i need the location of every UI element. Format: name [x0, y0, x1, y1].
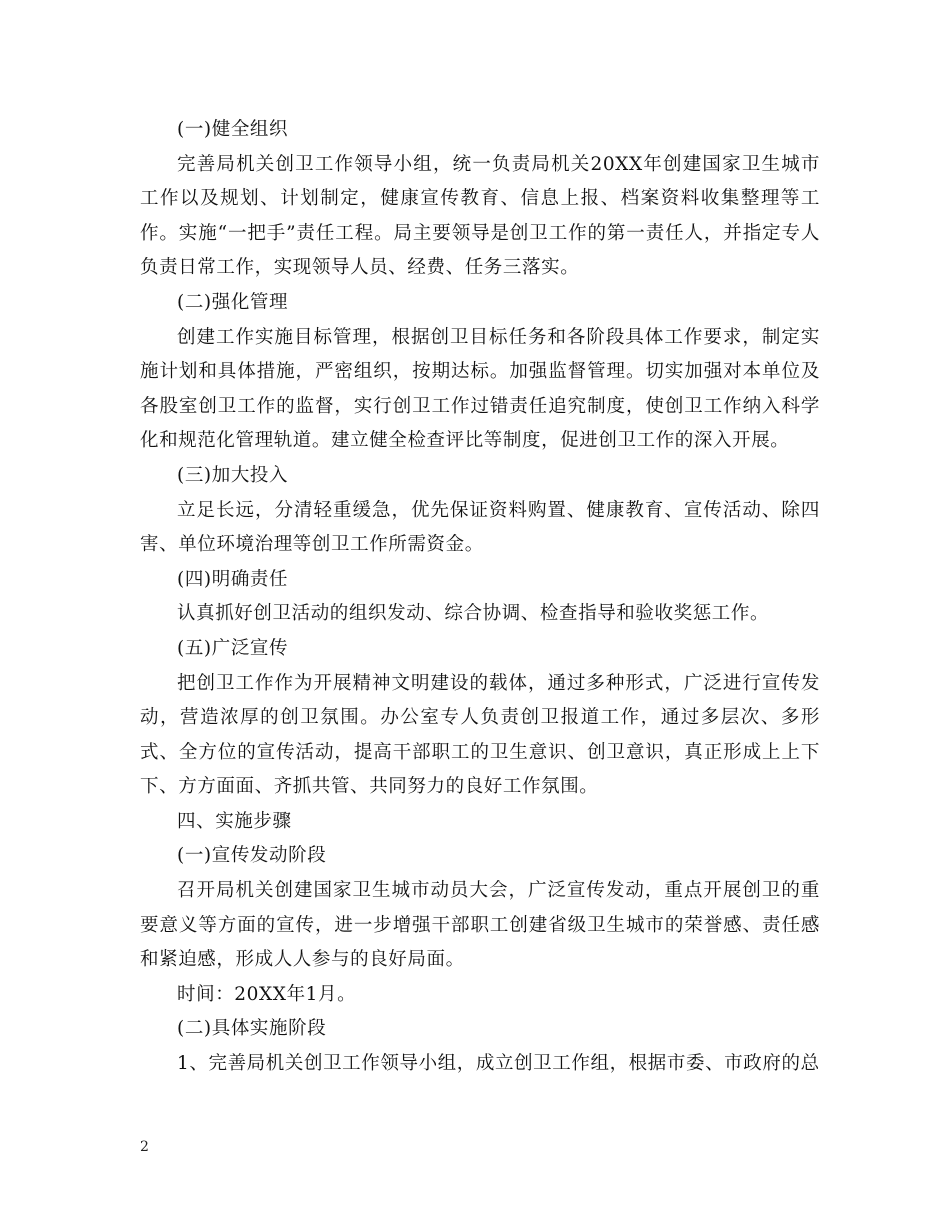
body-paragraph: 创建工作实施目标管理，根据创卫目标任务和各阶段具体工作要求，制定实施计划和具体措施，严密组织，按期达标。加强监督管理。切实加强对本单位及各股室创卫工作的监督，实行创卫工作过错责任追究制度，使创卫工作纳入科学化和规范化管理轨道。建立健全检查评比等制度，促进创卫工作的深入开展。: [140, 326, 820, 452]
section-heading: (一)健全组织: [177, 119, 289, 140]
chapter-heading: 四、实施步骤: [177, 810, 292, 832]
body-paragraph: 立足长远，分清轻重缓急，优先保证资料购置、健康教育、宣传活动、除四害、单位环境治理等创卫工作所需资金。: [140, 499, 820, 556]
section-heading: (五)广泛宣传: [177, 637, 289, 659]
page-number: 2: [140, 1139, 149, 1155]
body-paragraph: 召开局机关创建国家卫生城市动员大会，广泛宣传发动，重点开展创卫的重要意义等方面的宣传，进一步增强干部职工创建省级卫生城市的荣誉感、责任感和紧迫感，形成人人参与的良好局面。: [140, 880, 820, 971]
section-heading: (二)具体实施阶段: [177, 1018, 327, 1040]
section-heading: (三)加大投入: [177, 464, 289, 486]
time-line: 时间：20XX年1月。: [177, 983, 357, 1005]
body-paragraph: 认真抓好创卫活动的组织发动、综合协调、检查指导和验收奖惩工作。: [177, 603, 770, 625]
body-paragraph: 完善局机关创卫工作领导小组，统一负责局机关20XX年创建国家卫生城市工作以及规划、计划制定，健康宣传教育、信息上报、档案资料收集整理等工作。实施“一把手”责任工程。局主要领导是创卫工作的第一责任人，并指定专人负责日常工作，实现领导人员、经费、任务三落实。: [140, 153, 820, 279]
section-heading: (四)明确责任: [177, 568, 289, 590]
section-heading: (二)强化管理: [177, 291, 289, 313]
section-heading: (一)宣传发动阶段: [177, 845, 327, 867]
document-body: [140, 113, 820, 1082]
body-paragraph: 1、完善局机关创卫工作领导小组，成立创卫工作组，根据市委、市政府的总: [177, 1053, 820, 1075]
body-paragraph: 把创卫工作作为开展精神文明建设的载体，通过多种形式，广泛进行宣传发动，营造浓厚的创卫氛围。办公室专人负责创卫报道工作，通过多层次、多形式、全方位的宣传活动，提高干部职工的卫生意识、创卫意识，真正形成上上下下、方方面面、齐抓共管、共同努力的良好工作氛围。: [140, 672, 820, 798]
